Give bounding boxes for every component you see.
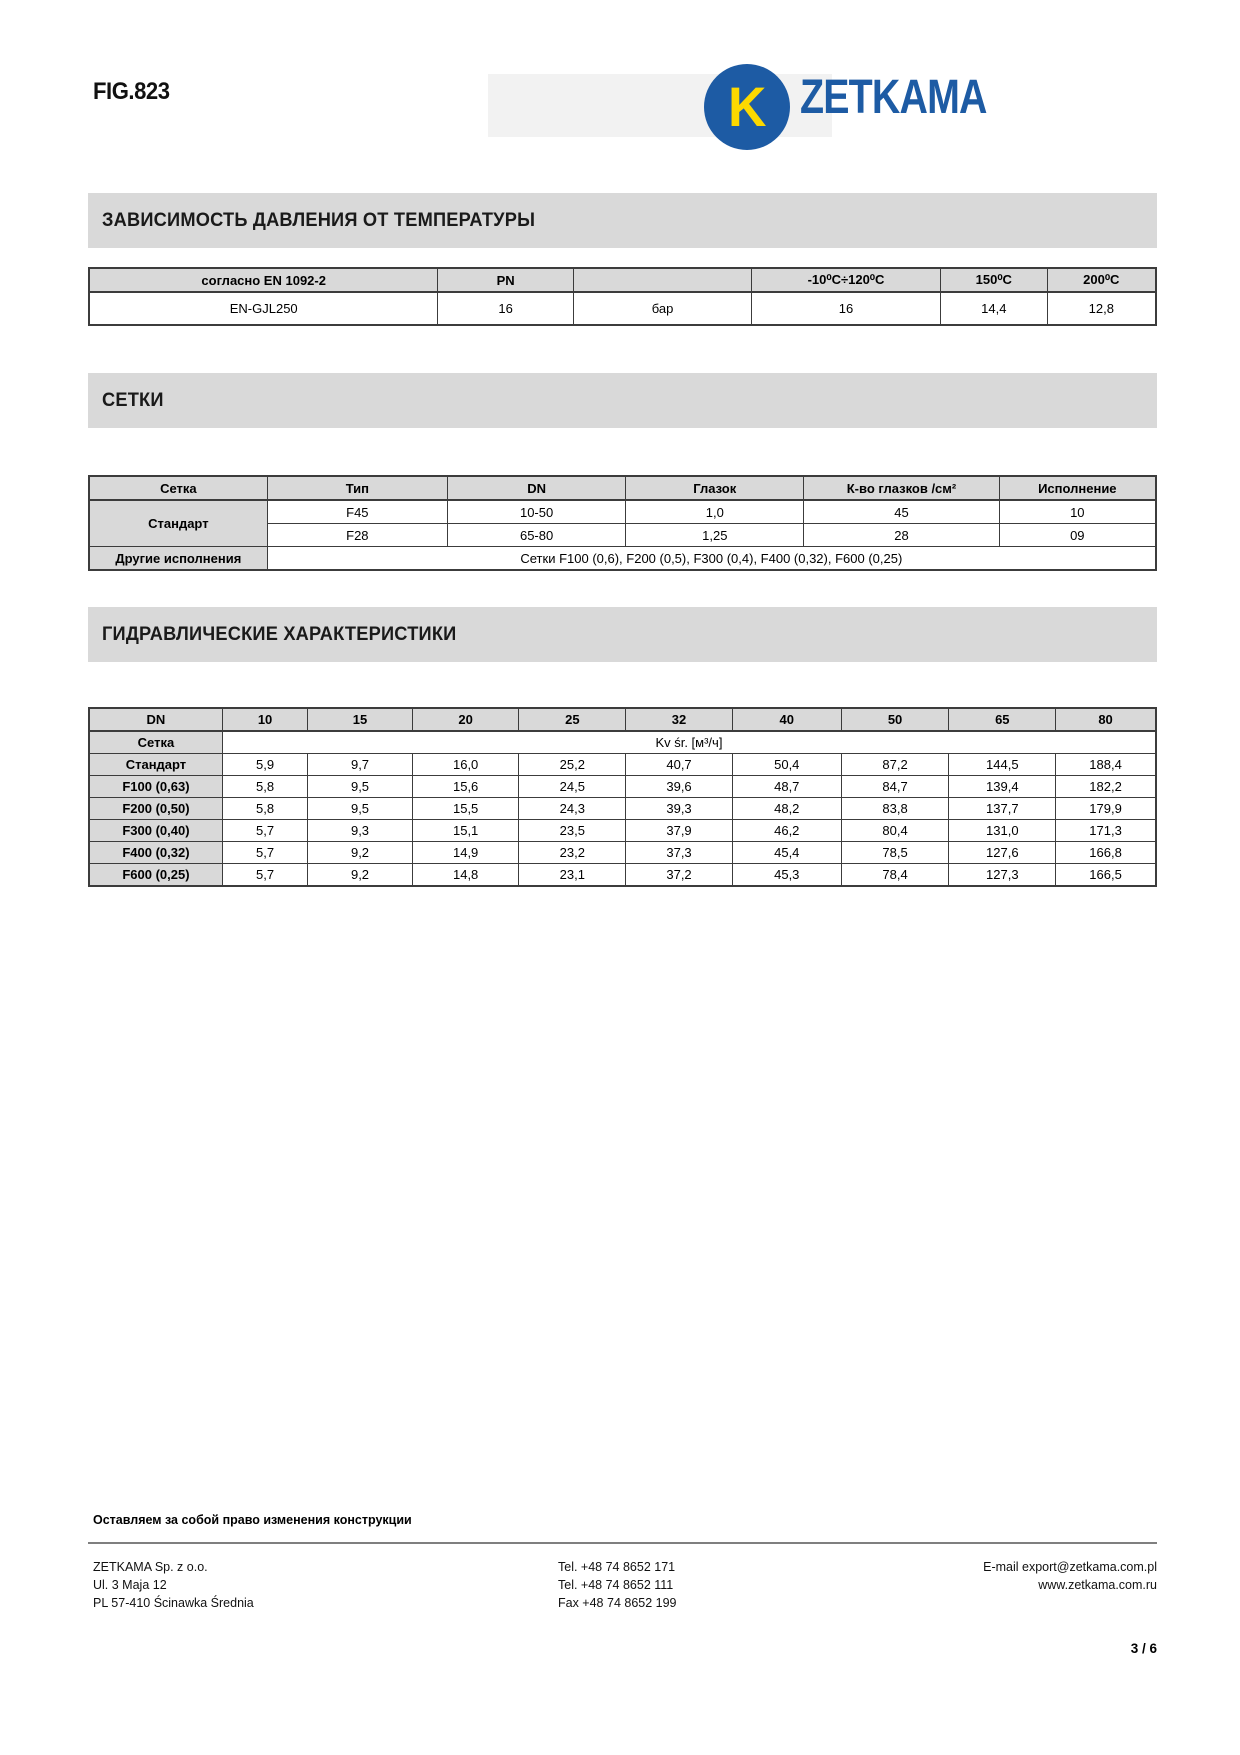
value-cell: 14,4 — [940, 292, 1047, 325]
col-header: Глазок — [626, 476, 804, 500]
kv-cell: 182,2 — [1056, 776, 1156, 798]
section-banner-pressure-temperature — [88, 193, 1157, 248]
kv-cell: 83,8 — [841, 798, 949, 820]
table-header-row — [89, 708, 1156, 731]
section-banner-hydraulic — [88, 607, 1157, 662]
company-street: Ul. 3 Maja 12 — [93, 1578, 167, 1592]
kv-cell: 78,4 — [841, 864, 949, 887]
col-header — [573, 268, 751, 292]
kv-cell: 9,3 — [308, 820, 413, 842]
table-row — [89, 500, 1156, 524]
kv-cell: 137,7 — [949, 798, 1056, 820]
screens-table — [88, 475, 1157, 571]
kv-cell: 5,8 — [222, 798, 307, 820]
kv-cell: 166,5 — [1056, 864, 1156, 887]
kv-cell: 46,2 — [732, 820, 841, 842]
kv-cell: 23,1 — [519, 864, 626, 887]
kv-cell: 39,6 — [626, 776, 733, 798]
kv-cell: 5,8 — [222, 776, 307, 798]
kv-cell: 171,3 — [1056, 820, 1156, 842]
section-title: ГИДРАВЛИЧЕСКИЕ ХАРАКТЕРИСТИКИ — [102, 623, 457, 645]
page-number: 3 / 6 — [1130, 1641, 1157, 1656]
col-header: Исполнение — [999, 476, 1156, 500]
row-label-other-versions: Другие исполнения — [89, 547, 267, 571]
table-row — [89, 292, 1156, 325]
mesh-cell: 1,0 — [626, 500, 804, 524]
kv-cell: 15,5 — [412, 798, 519, 820]
mesh-cell: 1,25 — [626, 524, 804, 547]
row-label: F400 (0,32) — [89, 842, 222, 864]
dn-col: 20 — [412, 708, 519, 731]
kv-cell: 144,5 — [949, 754, 1056, 776]
kv-cell: 9,2 — [308, 842, 413, 864]
table-header-row — [89, 268, 1156, 292]
kv-cell: 15,6 — [412, 776, 519, 798]
kv-cell: 188,4 — [1056, 754, 1156, 776]
kv-cell: 37,3 — [626, 842, 733, 864]
email-line: E-mail export@zetkama.com.pl — [983, 1560, 1157, 1574]
zetkama-k-icon — [704, 64, 790, 150]
dn-col: 32 — [626, 708, 733, 731]
kv-unit-cell: Kv śr. [м³/ч] — [222, 731, 1156, 754]
kv-cell: 16,0 — [412, 754, 519, 776]
kv-cell: 25,2 — [519, 754, 626, 776]
kv-cell: 5,9 — [222, 754, 307, 776]
dn-col: 50 — [841, 708, 949, 731]
dn-col: 10 — [222, 708, 307, 731]
footer-company-address — [93, 1558, 254, 1612]
fig-number: FIG.823 — [93, 78, 170, 105]
kv-cell: 15,1 — [412, 820, 519, 842]
design-change-note: Оставляем за собой право изменения конструкции — [93, 1513, 412, 1527]
kv-cell: 40,7 — [626, 754, 733, 776]
dn-col: 15 — [308, 708, 413, 731]
table-row — [89, 754, 1156, 776]
kv-cell: 23,5 — [519, 820, 626, 842]
col-header: 150⁰C — [940, 268, 1047, 292]
row-label: F300 (0,40) — [89, 820, 222, 842]
kv-cell: 24,3 — [519, 798, 626, 820]
col-header: согласно EN 1092-2 — [89, 268, 438, 292]
col-header: DN — [448, 476, 626, 500]
kv-cell: 9,5 — [308, 776, 413, 798]
value-cell: 12,8 — [1047, 292, 1156, 325]
section-title: ЗАВИСИМОСТЬ ДАВЛЕНИЯ ОТ ТЕМПЕРАТУРЫ — [102, 209, 536, 231]
footer-web-contacts — [983, 1558, 1157, 1594]
kv-cell: 24,5 — [519, 776, 626, 798]
type-cell: F45 — [267, 500, 447, 524]
kv-cell: 50,4 — [732, 754, 841, 776]
website-line: www.zetkama.com.ru — [1038, 1578, 1157, 1592]
dn-cell: 10-50 — [448, 500, 626, 524]
kv-cell: 45,3 — [732, 864, 841, 887]
row-label: F200 (0,50) — [89, 798, 222, 820]
kv-cell: 9,5 — [308, 798, 413, 820]
row-label: F100 (0,63) — [89, 776, 222, 798]
kv-cell: 179,9 — [1056, 798, 1156, 820]
col-header: -10⁰C÷120⁰C — [752, 268, 941, 292]
dn-col: 40 — [732, 708, 841, 731]
kv-cell: 131,0 — [949, 820, 1056, 842]
kv-cell: 5,7 — [222, 842, 307, 864]
other-versions-cell: Сетки F100 (0,6), F200 (0,5), F300 (0,4), F400 (0,32), F600 (0,25) — [267, 547, 1156, 571]
kv-cell: 5,7 — [222, 864, 307, 887]
table-row — [89, 820, 1156, 842]
value-cell: 16 — [752, 292, 941, 325]
section-banner-screens — [88, 373, 1157, 428]
footer-phones — [558, 1558, 677, 1612]
company-city: PL 57-410 Ścinawka Średnia — [93, 1596, 254, 1610]
kv-cell: 48,2 — [732, 798, 841, 820]
kv-cell: 39,3 — [626, 798, 733, 820]
col-header: Тип — [267, 476, 447, 500]
kv-cell: 5,7 — [222, 820, 307, 842]
row-label-standard: Стандарт — [89, 500, 267, 547]
phone-line: Tel. +48 74 8652 171 — [558, 1560, 676, 1574]
row-label: Стандарт — [89, 754, 222, 776]
col-header: 200⁰C — [1047, 268, 1156, 292]
dn-cell: 65-80 — [448, 524, 626, 547]
type-cell: F28 — [267, 524, 447, 547]
col-header: К-во глазков /см² — [804, 476, 999, 500]
dn-col: 65 — [949, 708, 1056, 731]
unit-cell: бар — [573, 292, 751, 325]
version-cell: 09 — [999, 524, 1156, 547]
brand-wordmark: ZETKAMA — [800, 71, 987, 124]
section-title: СЕТКИ — [102, 389, 164, 411]
count-cell: 28 — [804, 524, 999, 547]
material-cell: EN-GJL250 — [89, 292, 438, 325]
kv-cell: 127,6 — [949, 842, 1056, 864]
kv-cell: 78,5 — [841, 842, 949, 864]
hydraulic-characteristics-table — [88, 707, 1157, 887]
kv-cell: 37,9 — [626, 820, 733, 842]
kv-cell: 9,7 — [308, 754, 413, 776]
kv-cell: 48,7 — [732, 776, 841, 798]
table-row — [89, 731, 1156, 754]
dn-col: 80 — [1056, 708, 1156, 731]
dn-header: DN — [89, 708, 222, 731]
table-row — [89, 798, 1156, 820]
kv-cell: 87,2 — [841, 754, 949, 776]
kv-cell: 23,2 — [519, 842, 626, 864]
table-row — [89, 842, 1156, 864]
kv-cell: 37,2 — [626, 864, 733, 887]
table-row — [89, 776, 1156, 798]
pressure-temperature-table — [88, 267, 1157, 326]
footer-divider — [88, 1542, 1157, 1544]
row-label: F600 (0,25) — [89, 864, 222, 887]
kv-cell: 9,2 — [308, 864, 413, 887]
kv-cell: 127,3 — [949, 864, 1056, 887]
kv-cell: 84,7 — [841, 776, 949, 798]
dn-col: 25 — [519, 708, 626, 731]
kv-cell: 80,4 — [841, 820, 949, 842]
table-row — [89, 864, 1156, 887]
count-cell: 45 — [804, 500, 999, 524]
kv-cell: 139,4 — [949, 776, 1056, 798]
logo-letter: K — [727, 75, 767, 138]
company-name: ZETKAMA Sp. z o.o. — [93, 1560, 208, 1574]
kv-cell: 14,8 — [412, 864, 519, 887]
col-header: PN — [438, 268, 574, 292]
table-row — [89, 547, 1156, 571]
kv-cell: 14,9 — [412, 842, 519, 864]
col-header: Сетка — [89, 476, 267, 500]
table-header-row — [89, 476, 1156, 500]
kv-cell: 166,8 — [1056, 842, 1156, 864]
phone-line: Tel. +48 74 8652 111 — [558, 1578, 674, 1592]
pn-cell: 16 — [438, 292, 574, 325]
fax-line: Fax +48 74 8652 199 — [558, 1596, 677, 1610]
row-label-screen: Сетка — [89, 731, 222, 754]
version-cell: 10 — [999, 500, 1156, 524]
kv-cell: 45,4 — [732, 842, 841, 864]
